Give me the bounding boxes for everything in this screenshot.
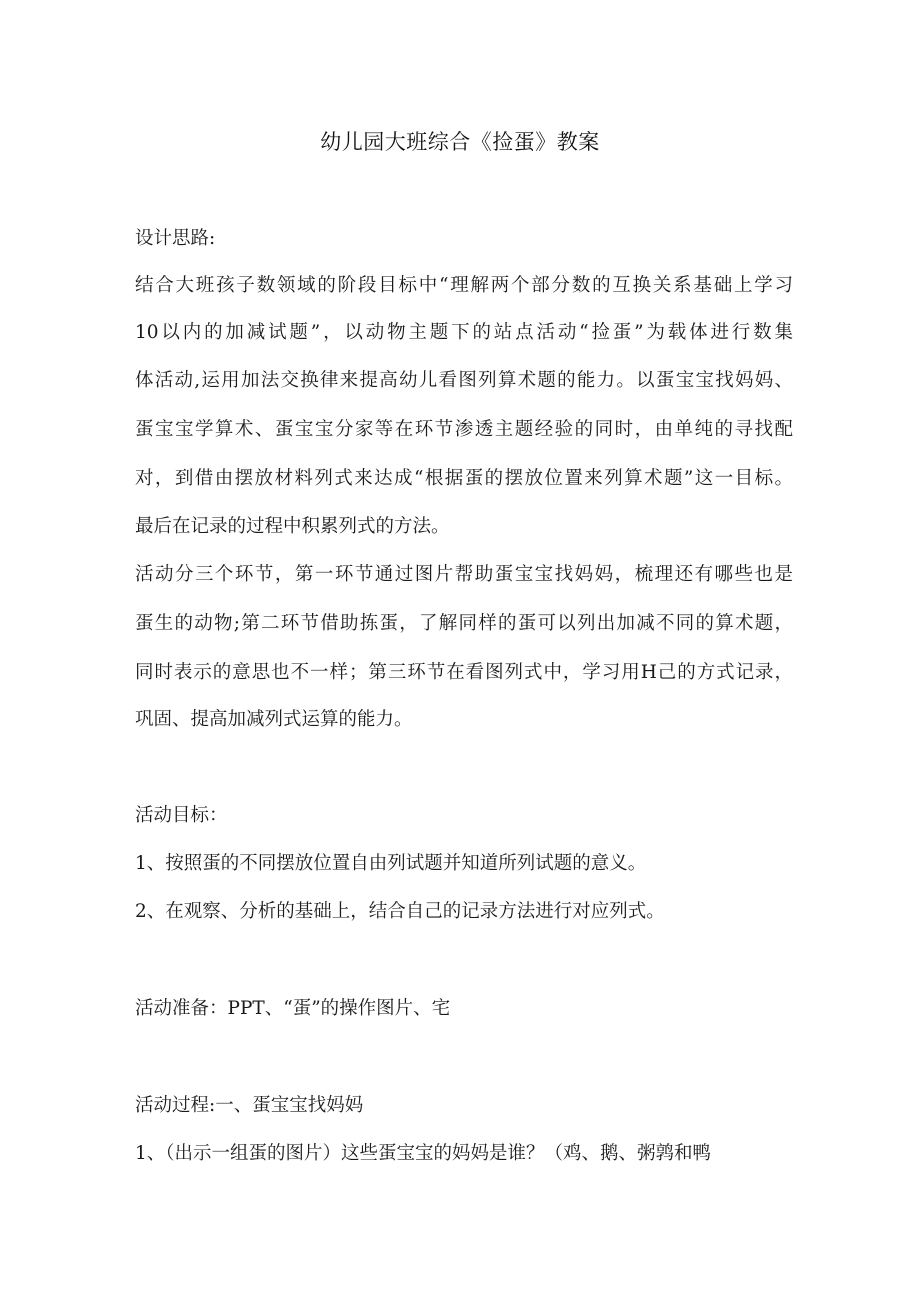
design-line-6: 最后在记录的过程中积累列式的方法。 [135,516,450,537]
process-item-1: 1、（出示一组蛋的图片）这些蛋宝宝的妈妈是谁？（鸡、鹅、粥鹑和鸭 [135,1143,712,1164]
design-line-7: 活动分三个环节，第一环节通过图片帮助蛋宝宝找妈妈，梳理还有哪些也是 [135,564,793,585]
goals-heading: 活动目标： [135,805,228,826]
design-line-2: 10以内的加减试题”，以动物主题下的站点活动“捡蛋”为载体进行数集 [135,322,793,343]
process-heading: 活动过程:一、蛋宝宝找妈妈 [135,1095,364,1116]
design-line-4: 蛋宝宝学算术、蛋宝宝分家等在环节渗透主题经验的同时，由单纯的寻找配 [135,419,793,440]
preparation-line: 活动准备：PPT、“蛋”的操作图片、宅 [135,998,451,1019]
design-line-3: 体活动,运用加法交换律来提高幼儿看图列算术题的能力。以蛋宝宝找妈妈、 [135,370,793,391]
design-line-10: 巩固、提高加减列式运算的能力。 [135,709,413,730]
design-line-5: 对，到借由摆放材料列式来达成“根据蛋的摆放位置来列算术题”这一目标。 [135,468,793,489]
design-line-9: 同时表示的意思也不一样；第三环节在看图列式中，学习用H己的方式记录， [135,662,793,683]
design-line-8: 蛋生的动物;第二环节借助拣蛋，了解同样的蛋可以列出加减不同的算术题， [135,613,793,634]
design-line-1: 结合大班孩子数领域的阶段目标中“理解两个部分数的互换关系基础上学习 [135,275,793,296]
goal-item-1: 1、按照蛋的不同摆放位置自由列试题并知道所列试题的意义。 [135,853,647,874]
document-title: 幼儿园大班综合《捡蛋》教案 [320,130,600,154]
goal-item-2: 2、在观察、分析的基础上，结合自己的记录方法进行对应列式。 [135,901,665,922]
design-heading: 设计思路: [135,228,216,249]
